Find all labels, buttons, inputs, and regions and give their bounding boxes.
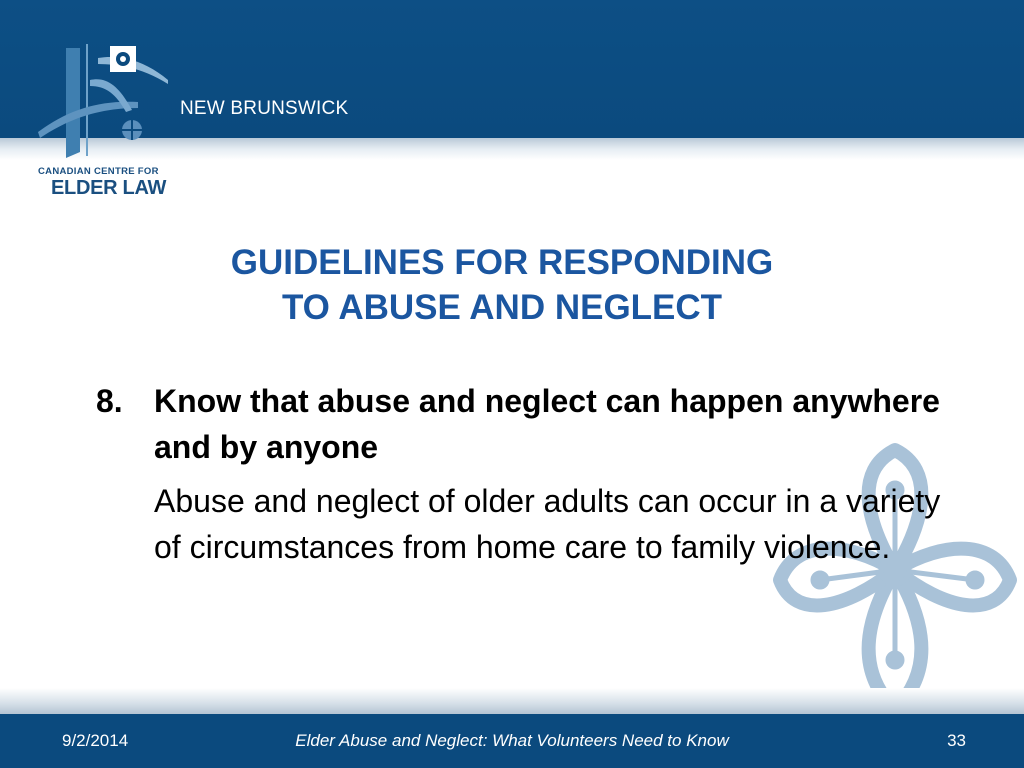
ccel-logo-icon: [28, 40, 178, 160]
slide-title-line-1: GUIDELINES FOR RESPONDING: [230, 243, 774, 282]
region-label: NEW BRUNSWICK: [180, 98, 349, 119]
item-body: Abuse and neglect of older adults can occur in a variety of circumstances from home care to family violence.: [154, 483, 941, 565]
slide-title: [110, 240, 894, 330]
logo-text-top: CANADIAN CENTRE FOR: [38, 166, 159, 177]
footer-shadow: [0, 688, 1024, 714]
item-heading: Know that abuse and neglect can happen anywhere and by anyone: [154, 383, 940, 465]
page-number: 33: [947, 731, 966, 750]
slide-title-line-2: TO ABUSE AND NEGLECT: [281, 288, 723, 327]
logo-text-main: ELDER LAW: [51, 177, 167, 199]
guideline-item: [96, 378, 976, 570]
footer-bar: [0, 714, 1024, 768]
footer-title: Elder Abuse and Neglect: What Volunteers Need to Know: [295, 731, 729, 750]
footer-date: 9/2/2014: [62, 731, 129, 750]
item-number: 8.: [96, 383, 123, 419]
